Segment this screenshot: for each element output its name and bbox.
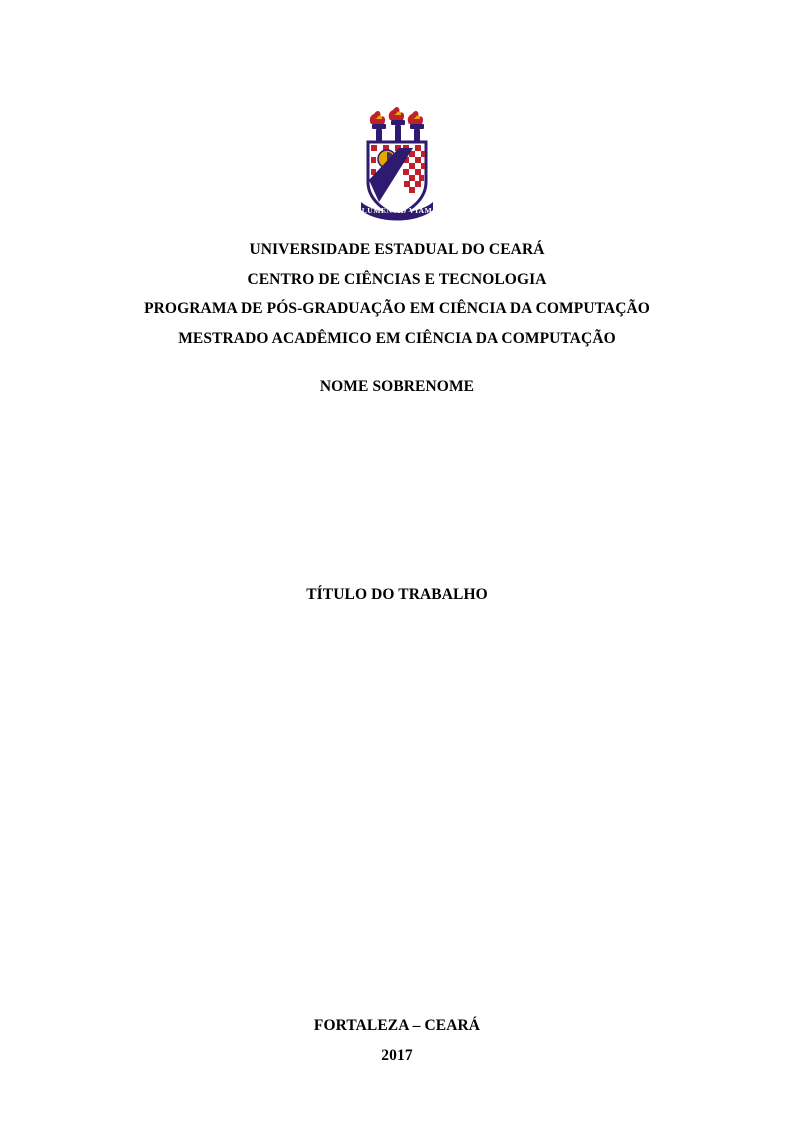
footer-year: 2017 bbox=[381, 1047, 413, 1064]
page-title: TÍTULO DO TRABALHO bbox=[306, 586, 488, 603]
institution-block bbox=[144, 242, 650, 360]
footer-block bbox=[0, 1017, 794, 1065]
footer-place: FORTALEZA – CEARÁ bbox=[313, 1017, 481, 1034]
institution-line-1: UNIVERSIDADE ESTADUAL DO CEARÁ bbox=[249, 241, 545, 258]
institution-line-4: MESTRADO ACADÊMICO EM CIÊNCIA DA COMPUTAÇÃO bbox=[178, 329, 616, 347]
svg-text:LUMEN AD VIAM: LUMEN AD VIAM bbox=[361, 206, 433, 215]
institution-line-3: PROGRAMA DE PÓS-GRADUAÇÃO EM CIÊNCIA DA COMPUTAÇÃO bbox=[144, 300, 650, 317]
author-name: NOME SOBRENOME bbox=[319, 378, 475, 395]
institution-line-2: CENTRO DE CIÊNCIAS E TECNOLOGIA bbox=[247, 270, 547, 288]
uece-coat-of-arms-icon bbox=[351, 104, 443, 224]
